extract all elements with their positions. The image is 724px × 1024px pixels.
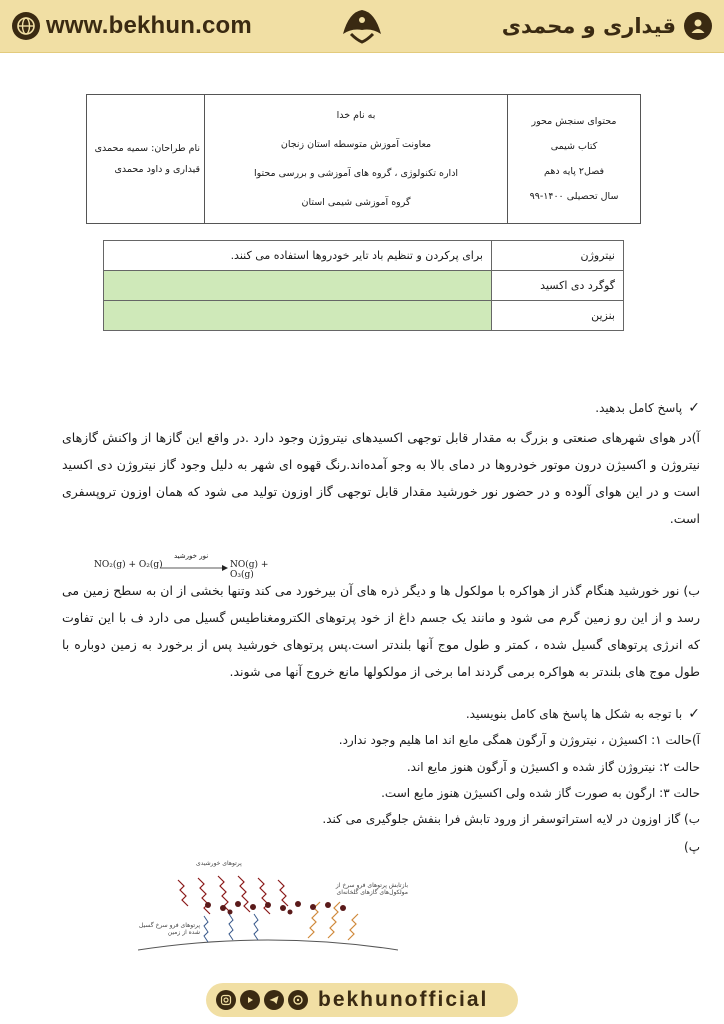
social-handle[interactable]: bekhunofficial — [318, 988, 489, 1011]
aparat-icon[interactable] — [288, 990, 308, 1010]
section-heading — [60, 706, 700, 722]
center-line: معاونت آموزش متوسطه استان زنجان — [280, 139, 432, 150]
info-line: سال تحصیلی ۱۴۰۰-۹۹ — [529, 191, 619, 202]
authors-name: قیداری و محمدی — [501, 14, 676, 38]
equation-right: NO(g) + O₃(g) — [230, 560, 269, 580]
answer-cell[interactable] — [104, 271, 492, 301]
designers-column — [87, 95, 204, 223]
answer-line: حالت ۲: نیتروژن گاز شده و اکسیژن و آرگون هنوز مایع اند. — [406, 760, 700, 774]
social-bar — [206, 983, 518, 1017]
answer-line: پ) — [684, 840, 700, 854]
telegram-icon[interactable] — [264, 990, 284, 1010]
gas-label: نیتروژن — [492, 241, 624, 271]
gas-label: بنزین — [492, 301, 624, 331]
top-banner — [0, 0, 724, 53]
equation-left: NO₂(g) + O₂(g) — [94, 560, 163, 570]
header-table — [86, 94, 641, 224]
info-line: فصل۲ پایه دهم — [544, 166, 604, 177]
center-line: گروه آموزشی شیمی استان — [301, 197, 411, 208]
info-column — [507, 95, 640, 223]
answer-line: آ)حالت ۱: اکسیژن ، نیتروژن و آرگون همگی مایع اند اما هلیم وجود ندارد. — [338, 733, 700, 747]
checkmark-icon: ✓ — [688, 400, 700, 416]
chemical-equation — [94, 552, 274, 580]
figure-label-top: پرتوهای خورشیدی — [196, 860, 242, 867]
heading-text: با توجه به شکل ها پاسخ های کامل بنویسید. — [465, 707, 683, 721]
answer-cell[interactable] — [104, 301, 492, 331]
gas-answer: برای پرکردن و تنظیم باد تایر خودروها استفاده می کنند. — [104, 241, 492, 271]
center-line: اداره تکنولوژی ، گروه های آموزشی و بررسی محتوا — [253, 168, 459, 179]
equation-arrow-label: نور خورشید — [174, 552, 209, 560]
greenhouse-diagram — [138, 860, 398, 960]
globe-icon — [12, 12, 40, 40]
answer-line: حالت ۳: ارگون به صورت گاز شده ولی اکسیژن هنوز مایع است. — [381, 786, 700, 800]
designers-line: قیداری و داود محمدی — [114, 164, 200, 175]
section-heading — [60, 400, 700, 416]
bekhun-logo — [337, 4, 387, 48]
center-line: به نام خدا — [336, 110, 376, 121]
table-row — [104, 301, 624, 331]
info-line: کتاب شیمی — [550, 141, 598, 152]
table-row — [104, 271, 624, 301]
paragraph-a: آ)در هوای شهرهای صنعتی و بزرگ به مقدار قابل توجهی اکسیدهای نیتروژن وجود دارد .در واقع این گازها از واکنش گازهای نیتروژن و اکسیژن درون موتور خودروها در دمای بالا به وجو آمده‌اند.رنگ قهوه ای شهر به دلیل وجود گاز نیتروژن دی اکسید است و در این هوای آلوده و در حضور نور خورشید مقدار قابل توجهی گاز اوزون تولید می شود که همان اوزون تروپسفری است. — [62, 430, 700, 526]
figure-label-right: بازتابش پرتوهای فرو سرخ از مولکول‌های گازهای گلخانه‌ای — [335, 882, 408, 896]
youtube-icon[interactable] — [240, 990, 260, 1010]
info-line: محتوای سنجش محور — [531, 116, 617, 127]
heading-text: پاسخ کامل بدهید. — [595, 401, 683, 415]
website-url: www.bekhun.com — [46, 12, 252, 39]
checkmark-icon: ✓ — [688, 706, 700, 722]
greenhouse-figure — [138, 860, 408, 960]
user-icon — [684, 12, 712, 40]
center-column — [204, 95, 507, 223]
gas-usage-table — [103, 240, 624, 331]
answer-line: ب) گاز اوزون در لایه استراتوسفر از ورود تابش فرا بنفش جلوگیری می کند. — [322, 812, 700, 826]
designers-line: نام طراحان: سمیه محمدی — [94, 143, 200, 154]
website-link[interactable] — [12, 10, 252, 42]
instagram-icon[interactable] — [216, 990, 236, 1010]
paragraph-b: ب) نور خورشید هنگام گذر از هواکره با مولکول ها و دیگر ذره های آن بیرخورد می کند وتنها بخشی از ان به سطح زمین می رسد و از این رو زمین گرم می شود و مانند یک جسم داغ از خود پرتوهای الکترومغناطیس گسیل می دارد ف با این تفاوت که انرژی پرتوهای گسیل شده ، کمتر و طول موج آنها بلندتر است.پس پرتوهای خورشید پس از برخورد به زمین دوباره با طول موج های بلندتر به هواکره برمی گردند اما برخی از مولکولها مانع خروج آنها می شوند. — [62, 583, 700, 679]
authors-badge — [502, 10, 712, 42]
gas-label: گوگرد دی اکسید — [492, 271, 624, 301]
table-row — [104, 241, 624, 271]
reaction-arrow-icon — [160, 565, 228, 571]
figure-label-left: پرتوهای فرو سرخ گسیل شده از زمین — [138, 922, 200, 936]
